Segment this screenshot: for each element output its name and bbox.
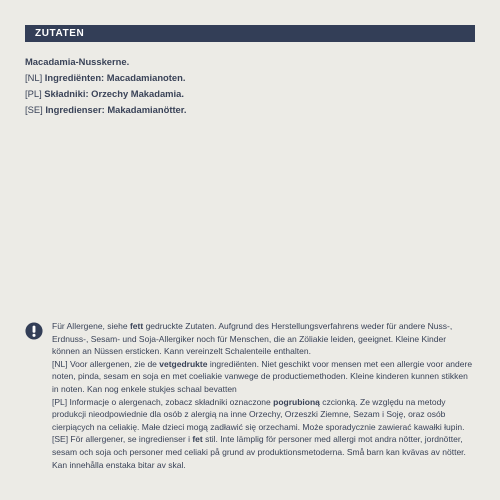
language-code: [PL] [25,88,42,99]
allergen-paragraph-se [52,433,476,471]
ingredient-text: Ingredienser: Makadamianötter. [42,104,187,115]
ingredient-text: Ingrediënten: Macadamianoten. [42,72,186,83]
ingredient-text: Składniki: Orzechy Makadamia. [41,88,184,99]
allergen-paragraph-pl [52,396,476,434]
exclamation-circle-icon [25,322,43,340]
allergen-bold-word: fett [129,321,144,331]
allergen-paragraph-de [52,320,476,358]
ingredient-text: Macadamia-Nusskerne. [25,56,130,67]
section-title: ZUTATEN [35,28,85,39]
allergen-text-after: gedruckte Zutaten. Aufgrund des Herstellungsverfahrens weder für andere Nuss-, Erdnuss-, Sesam- und Soja-Allergiker noch für Menschen, die an Zöliakie leiden, geeignet. Kleine Kinder können an Nüssen ersticken. Kann vereinzelt Schalenteile enthalten. [52,321,453,357]
allergen-text-before: [SE] För allergener, se ingredienser i [52,434,193,445]
ingredient-line-nl [25,70,475,86]
ingredient-line-se [25,102,475,118]
allergen-text-after: ingrediënten. Niet geschikt voor mensen met een allergie voor andere noten, pinda, sesam en soja en met coeliakie vanwege de productiemethoden. Kleine kinderen kunnen stikken in noten. Kan nog enkele stukjes schaal bevatten [52,358,473,394]
allergen-text-before: [NL] Voor allergenen, zie de [52,358,160,369]
allergen-text-after: czcionką. Ze względu na metody produkcji nieodpowiednie dla osób z alergią na inne Orzechy, Orzeszki Ziemne, Sezam i Soję, oraz osób cierpiących na celiakię. Małe dzieci mogą zadławić się orzechami. Może sporadycznie zawierać kawałki łupin. [52,396,465,432]
allergen-text-before: Für Allergene, siehe [52,321,130,331]
allergen-bold-word: fet [192,434,203,445]
ingredient-line-de [25,54,475,70]
allergen-paragraph-nl [52,358,476,396]
allergen-text-after: stil. Inte lämplig för personer med allergi mot andra nötter, jordnötter, sesam och soja och personer med celiaki på grund av produktionsmetoderna. Små barn kan kvävas av nötter. Kan innehålla enstaka bitar av skal. [52,434,466,470]
allergen-text [52,320,476,471]
allergen-text-before: [PL] Informacje o alergenach, zobacz składniki oznaczone [52,396,274,407]
ingredients-list [25,54,475,118]
allergen-bold-word: pogrubioną [273,396,320,407]
section-header [25,25,475,42]
language-code: [SE] [25,104,43,115]
language-code: [NL] [25,72,43,83]
ingredient-line-pl [25,86,475,102]
allergen-bold-word: vetgedrukte [159,358,208,369]
